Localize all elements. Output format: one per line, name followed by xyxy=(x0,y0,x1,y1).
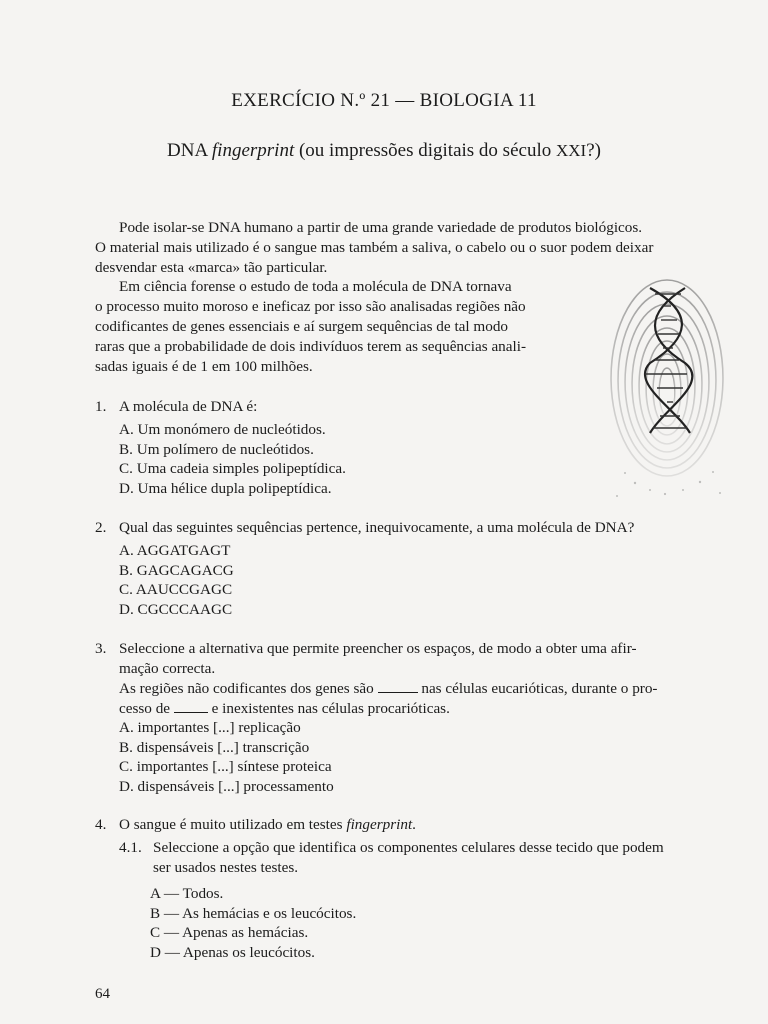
subtitle-emphasis: fingerprint xyxy=(211,140,295,161)
question-1-options xyxy=(119,420,346,498)
question-3 xyxy=(95,639,730,719)
question-text: A molécula de DNA é: xyxy=(119,398,258,415)
question-text: Qual das seguintes sequências pertence, inequivocamente, a uma molécula de DNA? xyxy=(119,519,635,536)
question-number: 4. xyxy=(95,816,107,833)
question-number: 3. xyxy=(95,640,107,657)
question-number: 1. xyxy=(95,398,107,415)
option-d: D. CGCCCAAGC xyxy=(119,600,233,618)
subtitle-century: XXI xyxy=(555,141,587,160)
intro-line: desvendar esta «marca» tão particular. xyxy=(95,259,328,276)
option-d: D. Uma hélice dupla polipeptídica. xyxy=(119,479,332,497)
question-fragment: nas células eucarióticas, durante o pro- xyxy=(421,680,658,697)
question-text xyxy=(153,838,730,878)
option-b: B. GAGCAGACG xyxy=(119,561,234,579)
option-b: B. dispensáveis [...] transcrição xyxy=(119,738,310,756)
intro-line: raras que a probabilidade de dois indivíduos terem as sequências anali- xyxy=(95,338,527,355)
option-b: B. Um polímero de nucleótidos. xyxy=(119,440,314,458)
option-c: C — Apenas as hemácias. xyxy=(150,924,309,941)
dna-fingerprint-illustration xyxy=(605,268,730,503)
page-number: 64 xyxy=(95,986,110,1002)
intro-line: sadas iguais é de 1 em 100 milhões. xyxy=(95,358,313,375)
subtitle-text-2: (ou impressões digitais do século xyxy=(294,140,556,161)
option-c: C. AAUCCGAGC xyxy=(119,581,233,598)
question-fragment: As regiões não codificantes dos genes são xyxy=(119,680,374,697)
intro-line: Em ciência forense o estudo de toda a molécula de DNA tornava xyxy=(119,278,512,295)
option-a: A. importantes [...] replicação xyxy=(119,719,301,736)
question-2-options xyxy=(119,541,234,619)
option-a: A — Todos. xyxy=(150,885,224,902)
page-title: EXERCÍCIO N.º 21 — BIOLOGIA 11 xyxy=(231,90,537,111)
question-number: 4.1. xyxy=(119,839,142,856)
intro-paragraph-2 xyxy=(95,277,579,377)
intro-line: Pode isolar-se DNA humano a partir de uma grande variedade de produtos biológicos. xyxy=(119,219,643,236)
option-d: D — Apenas os leucócitos. xyxy=(150,943,315,961)
question-line: mação correcta. xyxy=(119,660,216,677)
question-number: 2. xyxy=(95,519,107,536)
question-line: Seleccione a alternativa que permite preencher os espaços, de modo a obter uma afir- xyxy=(119,640,637,657)
intro-line: codificantes de genes essenciais e aí surgem sequências de tal modo xyxy=(95,318,509,335)
question-4-1-options xyxy=(150,884,356,962)
intro-line: o processo muito moroso e ineficaz por isso são analisadas regiões não xyxy=(95,298,526,315)
question-line xyxy=(119,679,730,699)
question-text xyxy=(119,815,416,835)
intro-line: O material mais utilizado é o sangue mas também a saliva, o cabelo ou o suor podem deixar xyxy=(95,239,654,256)
page-subtitle xyxy=(0,140,768,162)
option-a: A. AGGATGAGT xyxy=(119,542,231,559)
question-fragment: O sangue é muito utilizado em testes xyxy=(119,816,347,833)
question-text xyxy=(119,639,730,719)
question-line: Seleccione a opção que identifica os componentes celulares desse tecido que podem xyxy=(153,839,664,856)
subtitle-text-1: DNA xyxy=(167,140,212,161)
blank-space-2 xyxy=(174,702,208,713)
option-d: D. dispensáveis [...] processamento xyxy=(119,777,334,795)
option-b: B — As hemácias e os leucócitos. xyxy=(150,904,357,922)
option-c: C. Uma cadeia simples polipeptídica. xyxy=(119,460,346,477)
option-c: C. importantes [...] síntese proteica xyxy=(119,758,332,775)
subtitle-text-3: ?) xyxy=(586,140,601,161)
question-3-options xyxy=(119,718,334,796)
question-emphasis: fingerprint xyxy=(346,816,413,833)
question-fragment: . xyxy=(412,816,416,833)
blank-space-1 xyxy=(378,682,418,693)
question-fragment: e inexistentes nas células procarióticas. xyxy=(211,700,450,717)
question-line: ser usados nestes testes. xyxy=(153,859,299,876)
question-line xyxy=(119,699,730,719)
question-fragment: cesso de xyxy=(119,700,171,717)
option-a: A. Um monómero de nucleótidos. xyxy=(119,421,326,438)
